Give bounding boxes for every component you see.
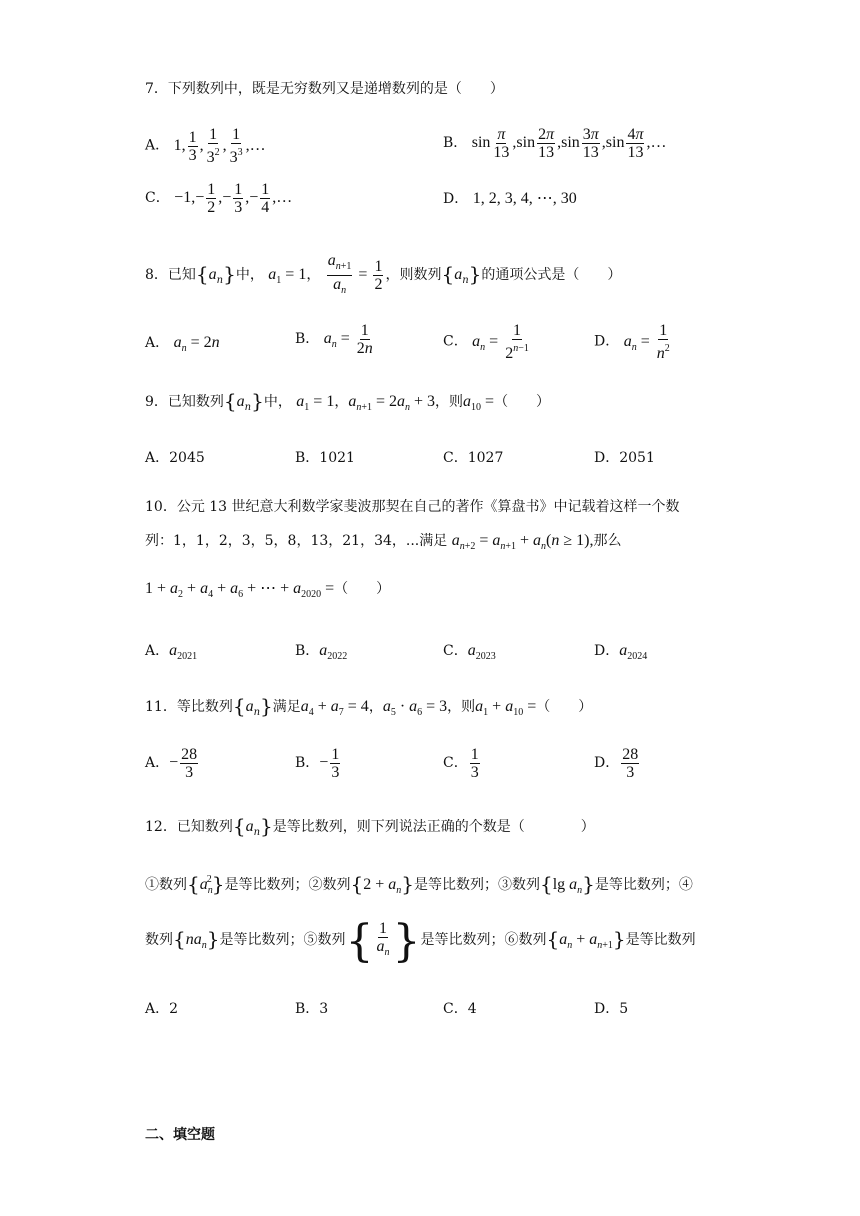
q10-option-d[interactable]: D．$a_{2024}$ <box>594 642 648 662</box>
q10-option-b[interactable]: B．$a_{2022}$ <box>295 642 348 662</box>
section-heading-fill-in: 二、填空题 <box>145 1127 215 1143</box>
q10-option-c[interactable]: C．$a_{2023}$ <box>443 642 496 662</box>
q11-stem: 11．等比数列$\{a_n\}$满足$a_4 + a_7 = 4$，$a_5 \cdot a_6 = 3$，则$a_1 + a_{10}$ =（ ） <box>145 694 593 718</box>
q12-statements-line1: ①数列$\{a_n^2\}$是等比数列；②数列$\{2 + a_n\}$是等比数列；③数列{lg $a_n$}是等比数列；④ <box>145 872 693 896</box>
q7-option-d[interactable]: D． 1, 2, 3, 4, ⋯, 30 <box>443 190 577 207</box>
q12-stem: 12．已知数列$\{a_n\}$是等比数列，则下列说法正确的个数是（ ） <box>145 814 595 838</box>
q12-option-a[interactable]: A．2 <box>145 1001 179 1017</box>
q12-option-d[interactable]: D．5 <box>594 1001 629 1017</box>
q12-option-c[interactable]: C．4 <box>443 1001 477 1017</box>
q7-option-a-math: 1, $\frac{1}{3}$ , $\frac{1}{3^2}$ , $\frac{1}{3^3}$ ,… <box>173 126 266 166</box>
q7-option-b-math: sin $\frac{\pi}{13}$ ,sin $\frac{2\pi}{13}$ ,sin $\frac{3\pi}{13}$ ,sin $\frac{4\pi}{13}$ ,… <box>471 126 667 161</box>
q8-option-c[interactable]: C． $a_n$ = $\frac{1}{2^{n-1}}$ <box>443 322 529 362</box>
q10-line3: $1 + a_2 + a_4 + a_6$ + ⋯ + $a_{2020}$ =（ ） <box>145 580 391 600</box>
q9-stem: 9．已知数列$\{a_n\}$中， $a_1 = 1$，$a_{n+1} = 2a_n + 3$，则$a_{10}$ =（ ） <box>145 389 551 413</box>
q10-line1: 10．公元 13 世纪意大利数学家斐波那契在自己的著作《算盘书》中记载着这样一个数 <box>145 499 680 515</box>
q7-option-c-math: −1,− $\frac{1}{2}$ ,− $\frac{1}{3}$ ,− $\frac{1}{4}$ ,… <box>174 181 293 216</box>
q9-option-d[interactable]: D．2051 <box>594 450 655 466</box>
q10-line2: 列：1，1，2，3，5，8，13，21，34，...满足 $a_{n+2} = a_{n+1} + a_n(n \ge 1)$,那么 <box>145 532 622 552</box>
q11-option-d[interactable]: D． $\frac{28}{3}$ <box>594 746 639 781</box>
q12-option-b[interactable]: B．3 <box>295 1001 329 1017</box>
q10-option-a[interactable]: A．$a_{2021}$ <box>145 642 198 662</box>
q11-option-b[interactable]: B．− $\frac{1}{3}$ <box>295 746 340 781</box>
q7-stem: 7．下列数列中，既是无穷数列又是递增数列的是（ ） <box>145 81 504 97</box>
q8-option-a[interactable]: A． $a_n = 2n$ <box>145 334 220 354</box>
q8-option-d[interactable]: D． $a_n$ = $\frac{1}{n^2}$ <box>594 322 670 362</box>
q8-option-b[interactable]: B． $a_n$ = $\frac{1}{2n}$ <box>295 322 373 357</box>
q9-option-c[interactable]: C．1027 <box>443 450 504 466</box>
q12-statements-line2: 数列$\{na_n\}$是等比数列；⑤数列{ $\frac{1}{a_n}$ }是等比数列；⑥数列$\{a_n + a_{n+1}\}$是等比数列 <box>145 916 696 968</box>
q11-option-c[interactable]: C． $\frac{1}{3}$ <box>443 746 479 781</box>
q11-option-a[interactable]: A．− $\frac{28}{3}$ <box>145 746 198 781</box>
q7-option-b[interactable]: B． sin $\frac{\pi}{13}$ ,sin $\frac{2\pi}{13}$ ,sin $\frac{3\pi}{13}$ ,sin $\frac{4\pi}{13}$ ,… <box>443 126 667 161</box>
q7-option-c[interactable]: C． −1,− $\frac{1}{2}$ ,− $\frac{1}{3}$ ,− $\frac{1}{4}$ ,… <box>145 181 293 216</box>
q9-option-a[interactable]: A．2045 <box>145 450 205 466</box>
q9-option-b[interactable]: B．1021 <box>295 450 355 466</box>
q7-option-a[interactable]: A． 1, $\frac{1}{3}$ , $\frac{1}{3^2}$ , $\frac{1}{3^3}$ ,… <box>145 126 266 166</box>
q8-stem: 8．已知$\{a_n\}$中， $a_1 = 1$， $\frac{a_{n+1}}{a_n}$ = $\frac{1}{2}$ ，则数列$\{a_n\}$的通项公式是（ ） <box>145 252 622 296</box>
